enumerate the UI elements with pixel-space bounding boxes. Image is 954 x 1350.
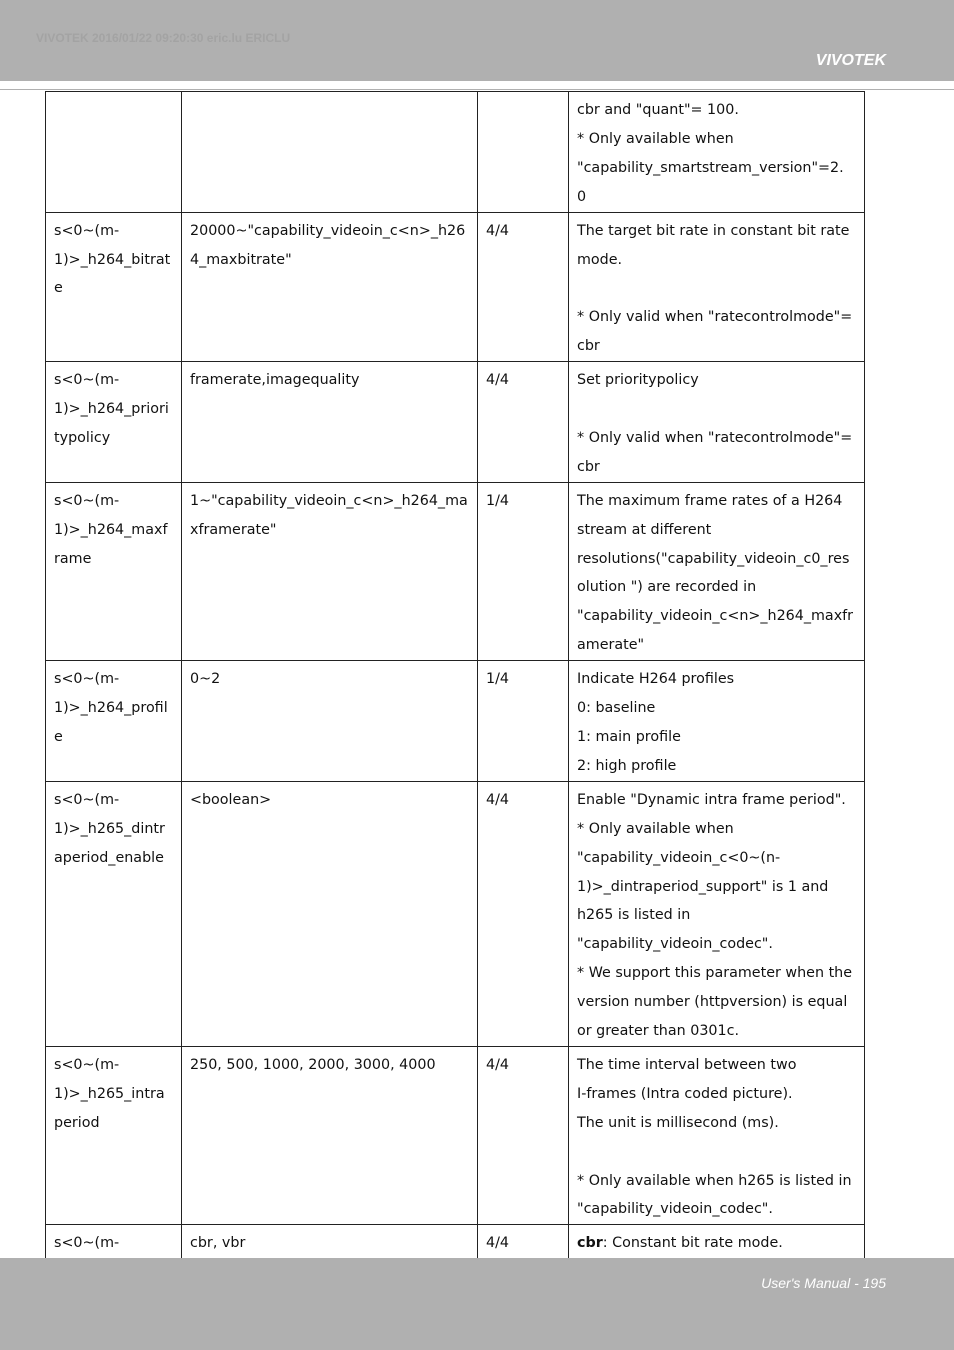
param-security-cell: 4/4 (478, 212, 569, 362)
param-security-cell: 4/4 (478, 1225, 569, 1317)
description-line: Indicate H264 profiles (577, 671, 735, 688)
description-line: "capability_smartstream_version"=2. (577, 159, 844, 176)
parameter-table (45, 91, 865, 1317)
description-line: * Only valid when "ratecontrolmode"= cbr (577, 429, 853, 475)
param-value-cell: cbr, vbr (182, 1225, 478, 1317)
description-line: The unit is millisecond (ms). (577, 1114, 779, 1131)
page-number: User's Manual - 195 (761, 1275, 886, 1291)
param-security-cell: 4/4 (478, 1046, 569, 1224)
description-line: 0 (577, 188, 587, 205)
param-security-cell: 1/4 (478, 661, 569, 782)
param-name-cell: s<0~(m-1)>_h265_intraperiod (46, 1046, 182, 1224)
page-header (0, 0, 954, 81)
param-name-cell: s<0~(m-1)>_h264_prioritypolicy (46, 362, 182, 483)
page-footer (0, 1258, 954, 1350)
parameter-table-body (46, 92, 865, 1317)
table-row (46, 1046, 865, 1224)
description-line: Set prioritypolicy (577, 372, 699, 389)
param-name-cell: s<0~(m-1)>_h264_maxframe (46, 482, 182, 660)
param-description-cell (569, 482, 865, 660)
param-value-cell: 1~"capability_videoin_c<n>_h264_maxframerate" (182, 482, 478, 660)
table-row (46, 92, 865, 213)
brand-logo-text: VIVOTEK (815, 52, 886, 69)
param-description-cell (569, 781, 865, 1046)
description-line: * Only valid when "ratecontrolmode"= cbr (577, 309, 853, 355)
param-name-cell (46, 92, 182, 213)
param-name-cell: s<0~(m-1)>_h264_bitrate (46, 212, 182, 362)
description-line: 2: high profile (577, 757, 677, 774)
table-row (46, 781, 865, 1046)
header-divider (0, 89, 954, 90)
description-text: : Constant bit rate mode. (602, 1235, 783, 1252)
description-line: * Only available when (577, 130, 734, 147)
table-row (46, 482, 865, 660)
param-name-cell: s<0~(m- (46, 1225, 182, 1317)
param-security-cell (478, 92, 569, 213)
table-row (46, 661, 865, 782)
param-description-cell (569, 1046, 865, 1224)
param-name-cell: s<0~(m-1)>_h265_dintraperiod_enable (46, 781, 182, 1046)
description-line: The target bit rate in constant bit rate mode. (577, 222, 850, 268)
description-line: 0: baseline (577, 700, 656, 717)
description-line: * Only available when "capability_videoin_c<0~(n-1)>_dintraperiod_support" is 1 and h265 is listed in "capability_videoin_codec". (577, 820, 829, 953)
param-value-cell: framerate,imagequality (182, 362, 478, 483)
description-line: * We support this parameter when the version number (httpversion) is equal or greater than 0301c. (577, 965, 853, 1040)
description-line: * Only available when h265 is listed in "capability_videoin_codec". (577, 1172, 852, 1218)
param-description-cell (569, 212, 865, 362)
param-security-cell: 1/4 (478, 482, 569, 660)
description-line: The maximum frame rates of a H264 stream at different resolutions("capability_videoin_c0_resolution ") are recorded in "capability_videoin_c<n>_h264_maxframerate" (577, 492, 854, 654)
table-row (46, 362, 865, 483)
param-value-cell: 250, 500, 1000, 2000, 3000, 4000 (182, 1046, 478, 1224)
table-row (46, 212, 865, 362)
param-value-cell: 20000~"capability_videoin_c<n>_h264_maxbitrate" (182, 212, 478, 362)
param-security-cell: 4/4 (478, 781, 569, 1046)
param-description-cell (569, 362, 865, 483)
description-line (577, 1229, 856, 1258)
description-line (577, 274, 856, 303)
param-value-cell (182, 92, 478, 213)
description-line: I-frames (Intra coded picture). (577, 1085, 793, 1102)
watermark-text: VIVOTEK 2016/01/22 09:20:30 eric.lu ERICLU (36, 31, 291, 45)
param-security-cell: 4/4 (478, 362, 569, 483)
param-value-cell: 0~2 (182, 661, 478, 782)
param-value-cell: <boolean> (182, 781, 478, 1046)
description-line: cbr and "quant"= 100. (577, 102, 739, 118)
description-line: The time interval between two (577, 1056, 797, 1073)
param-description-cell (569, 92, 865, 213)
description-line (577, 395, 856, 424)
description-line: Enable "Dynamic intra frame period". (577, 791, 846, 808)
description-line: 1: main profile (577, 729, 681, 745)
description-term: cbr (577, 1235, 603, 1252)
param-name-cell: s<0~(m-1)>_h264_profile (46, 661, 182, 782)
param-description-cell (569, 661, 865, 782)
description-line (577, 1138, 856, 1167)
